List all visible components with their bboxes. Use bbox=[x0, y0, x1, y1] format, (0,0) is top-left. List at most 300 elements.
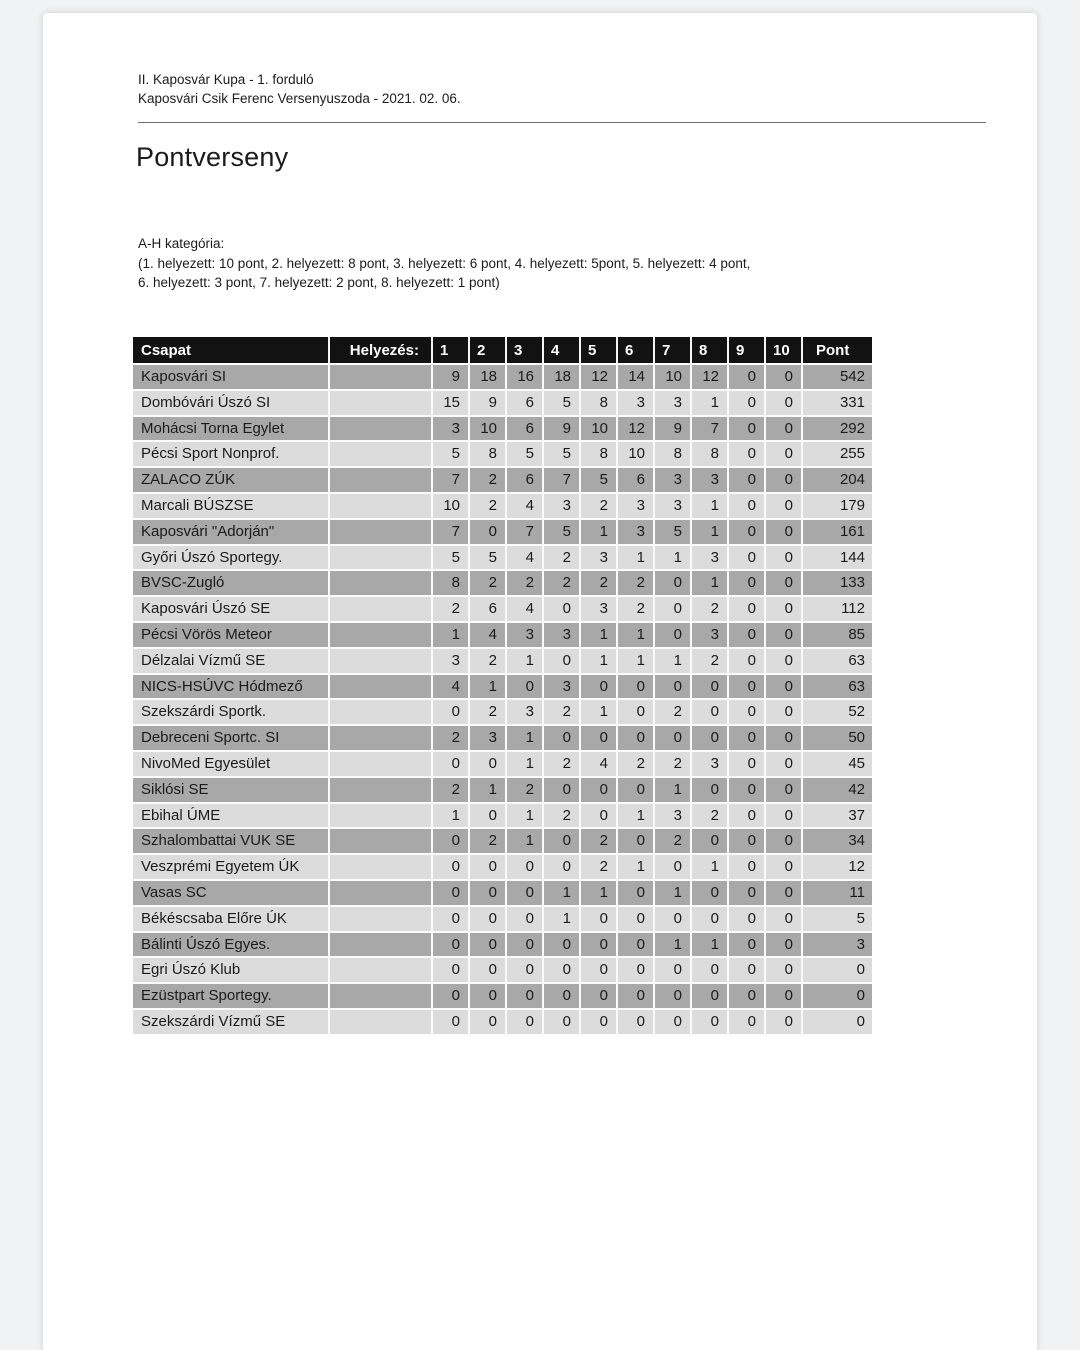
placement-count-cell: 0 bbox=[729, 829, 766, 855]
team-name-cell: Kaposvári Úszó SE bbox=[133, 597, 330, 623]
placement-count-cell: 0 bbox=[692, 1010, 729, 1036]
points-total-cell: 52 bbox=[803, 700, 872, 726]
team-name-cell: ZALACO ZÚK bbox=[133, 468, 330, 494]
placement-count-cell: 8 bbox=[692, 442, 729, 468]
placement-count-cell: 3 bbox=[692, 468, 729, 494]
placement-count-cell: 2 bbox=[507, 778, 544, 804]
team-name-cell: NICS-HSÚVC Hódmező bbox=[133, 675, 330, 701]
placement-count-cell: 5 bbox=[544, 442, 581, 468]
placement-count-cell: 9 bbox=[470, 391, 507, 417]
team-name-cell: Békéscsaba Előre ÚK bbox=[133, 907, 330, 933]
placement-count-cell: 2 bbox=[618, 752, 655, 778]
placement-count-cell: 0 bbox=[729, 597, 766, 623]
placement-count-cell: 0 bbox=[618, 700, 655, 726]
column-header-helyezes: Helyezés: bbox=[330, 337, 433, 365]
placement-count-cell: 2 bbox=[507, 571, 544, 597]
points-total-cell: 144 bbox=[803, 546, 872, 572]
points-total-cell: 50 bbox=[803, 726, 872, 752]
points-total-cell: 0 bbox=[803, 984, 872, 1010]
table-header-row bbox=[133, 337, 872, 365]
placement-count-cell: 2 bbox=[581, 829, 618, 855]
placement-count-cell: 0 bbox=[729, 700, 766, 726]
placement-count-cell: 1 bbox=[581, 881, 618, 907]
table-row bbox=[133, 726, 872, 752]
helyezes-cell bbox=[330, 365, 433, 391]
team-name-cell: BVSC-Zugló bbox=[133, 571, 330, 597]
points-total-cell: 542 bbox=[803, 365, 872, 391]
column-header-place-6: 6 bbox=[618, 337, 655, 365]
column-header-place-7: 7 bbox=[655, 337, 692, 365]
placement-count-cell: 1 bbox=[692, 520, 729, 546]
column-header-pont: Pont bbox=[803, 337, 872, 365]
placement-count-cell: 1 bbox=[655, 546, 692, 572]
placement-count-cell: 0 bbox=[729, 881, 766, 907]
placement-count-cell: 2 bbox=[470, 468, 507, 494]
column-header-place-2: 2 bbox=[470, 337, 507, 365]
placement-count-cell: 0 bbox=[507, 881, 544, 907]
placement-count-cell: 1 bbox=[692, 855, 729, 881]
placement-count-cell: 0 bbox=[729, 649, 766, 675]
points-total-cell: 34 bbox=[803, 829, 872, 855]
placement-count-cell: 0 bbox=[655, 907, 692, 933]
placement-count-cell: 16 bbox=[507, 365, 544, 391]
placement-count-cell: 0 bbox=[581, 675, 618, 701]
placement-count-cell: 0 bbox=[729, 804, 766, 830]
table-row bbox=[133, 907, 872, 933]
helyezes-cell bbox=[330, 907, 433, 933]
placement-count-cell: 0 bbox=[766, 700, 803, 726]
placement-count-cell: 0 bbox=[655, 984, 692, 1010]
placement-count-cell: 0 bbox=[766, 881, 803, 907]
table-row bbox=[133, 494, 872, 520]
placement-count-cell: 1 bbox=[507, 726, 544, 752]
scoring-rules-line1: (1. helyezett: 10 pont, 2. helyezett: 8 pont, 3. helyezett: 6 pont, 4. helyezett: 5pont, 5. helyezett: 4 pont, bbox=[138, 255, 751, 271]
placement-count-cell: 0 bbox=[544, 829, 581, 855]
placement-count-cell: 5 bbox=[544, 391, 581, 417]
table-row bbox=[133, 468, 872, 494]
column-header-place-4: 4 bbox=[544, 337, 581, 365]
placement-count-cell: 0 bbox=[766, 520, 803, 546]
helyezes-cell bbox=[330, 623, 433, 649]
placement-count-cell: 2 bbox=[470, 649, 507, 675]
placement-count-cell: 7 bbox=[692, 417, 729, 443]
placement-count-cell: 2 bbox=[581, 571, 618, 597]
placement-count-cell: 0 bbox=[581, 1010, 618, 1036]
placement-count-cell: 0 bbox=[729, 855, 766, 881]
placement-count-cell: 0 bbox=[655, 597, 692, 623]
team-name-cell: Ezüstpart Sportegy. bbox=[133, 984, 330, 1010]
placement-count-cell: 0 bbox=[507, 958, 544, 984]
placement-count-cell: 1 bbox=[655, 649, 692, 675]
placement-count-cell: 6 bbox=[507, 391, 544, 417]
table-row bbox=[133, 391, 872, 417]
points-total-cell: 112 bbox=[803, 597, 872, 623]
placement-count-cell: 0 bbox=[766, 494, 803, 520]
table-row bbox=[133, 778, 872, 804]
helyezes-cell bbox=[330, 520, 433, 546]
placement-count-cell: 10 bbox=[655, 365, 692, 391]
placement-count-cell: 0 bbox=[470, 520, 507, 546]
placement-count-cell: 0 bbox=[766, 1010, 803, 1036]
placement-count-cell: 1 bbox=[618, 804, 655, 830]
column-header-place-9: 9 bbox=[729, 337, 766, 365]
placement-count-cell: 1 bbox=[581, 649, 618, 675]
placement-count-cell: 0 bbox=[581, 907, 618, 933]
team-name-cell: Veszprémi Egyetem ÚK bbox=[133, 855, 330, 881]
placement-count-cell: 2 bbox=[581, 855, 618, 881]
placement-count-cell: 4 bbox=[507, 494, 544, 520]
placement-count-cell: 2 bbox=[433, 726, 470, 752]
helyezes-cell bbox=[330, 546, 433, 572]
table-row bbox=[133, 442, 872, 468]
placement-count-cell: 8 bbox=[655, 442, 692, 468]
placement-count-cell: 0 bbox=[766, 958, 803, 984]
placement-count-cell: 0 bbox=[766, 778, 803, 804]
placement-count-cell: 0 bbox=[729, 907, 766, 933]
placement-count-cell: 3 bbox=[655, 494, 692, 520]
placement-count-cell: 3 bbox=[470, 726, 507, 752]
placement-count-cell: 0 bbox=[766, 442, 803, 468]
placement-count-cell: 0 bbox=[618, 675, 655, 701]
placement-count-cell: 0 bbox=[766, 571, 803, 597]
placement-count-cell: 7 bbox=[544, 468, 581, 494]
column-header-place-10: 10 bbox=[766, 337, 803, 365]
team-name-cell: Kaposvári "Adorján" bbox=[133, 520, 330, 546]
placement-count-cell: 2 bbox=[544, 804, 581, 830]
placement-count-cell: 0 bbox=[692, 881, 729, 907]
placement-count-cell: 0 bbox=[655, 675, 692, 701]
team-name-cell: Szekszárdi Sportk. bbox=[133, 700, 330, 726]
placement-count-cell: 1 bbox=[692, 933, 729, 959]
helyezes-cell bbox=[330, 855, 433, 881]
placement-count-cell: 0 bbox=[729, 752, 766, 778]
table-row bbox=[133, 829, 872, 855]
placement-count-cell: 0 bbox=[618, 726, 655, 752]
placement-count-cell: 5 bbox=[655, 520, 692, 546]
placement-count-cell: 6 bbox=[470, 597, 507, 623]
placement-count-cell: 1 bbox=[618, 546, 655, 572]
placement-count-cell: 3 bbox=[433, 649, 470, 675]
points-table bbox=[133, 337, 872, 1036]
placement-count-cell: 0 bbox=[692, 675, 729, 701]
placement-count-cell: 3 bbox=[692, 752, 729, 778]
event-title-line: II. Kaposvár Kupa - 1. forduló bbox=[138, 72, 314, 87]
placement-count-cell: 0 bbox=[581, 933, 618, 959]
helyezes-cell bbox=[330, 597, 433, 623]
placement-count-cell: 4 bbox=[433, 675, 470, 701]
placement-count-cell: 0 bbox=[692, 726, 729, 752]
placement-count-cell: 10 bbox=[618, 442, 655, 468]
placement-count-cell: 8 bbox=[581, 442, 618, 468]
placement-count-cell: 2 bbox=[470, 571, 507, 597]
placement-count-cell: 2 bbox=[470, 829, 507, 855]
points-total-cell: 85 bbox=[803, 623, 872, 649]
placement-count-cell: 3 bbox=[544, 623, 581, 649]
placement-count-cell: 0 bbox=[433, 855, 470, 881]
placement-count-cell: 2 bbox=[433, 778, 470, 804]
placement-count-cell: 0 bbox=[766, 649, 803, 675]
placement-count-cell: 0 bbox=[581, 726, 618, 752]
column-header-place-8: 8 bbox=[692, 337, 729, 365]
points-table-container bbox=[133, 337, 872, 1036]
placement-count-cell: 0 bbox=[655, 726, 692, 752]
placement-count-cell: 0 bbox=[729, 1010, 766, 1036]
placement-count-cell: 5 bbox=[544, 520, 581, 546]
placement-count-cell: 0 bbox=[618, 881, 655, 907]
placement-count-cell: 0 bbox=[433, 700, 470, 726]
placement-count-cell: 3 bbox=[581, 597, 618, 623]
placement-count-cell: 0 bbox=[544, 649, 581, 675]
placement-count-cell: 2 bbox=[544, 700, 581, 726]
table-row bbox=[133, 984, 872, 1010]
placement-count-cell: 0 bbox=[692, 958, 729, 984]
points-total-cell: 255 bbox=[803, 442, 872, 468]
team-name-cell: Dombóvári Úszó SI bbox=[133, 391, 330, 417]
placement-count-cell: 7 bbox=[507, 520, 544, 546]
team-name-cell: Mohácsi Torna Egylet bbox=[133, 417, 330, 443]
scoring-legend bbox=[138, 234, 750, 293]
placement-count-cell: 0 bbox=[766, 365, 803, 391]
horizontal-rule bbox=[138, 122, 986, 123]
helyezes-cell bbox=[330, 571, 433, 597]
placement-count-cell: 3 bbox=[618, 494, 655, 520]
placement-count-cell: 3 bbox=[618, 520, 655, 546]
placement-count-cell: 0 bbox=[655, 1010, 692, 1036]
placement-count-cell: 8 bbox=[470, 442, 507, 468]
placement-count-cell: 10 bbox=[433, 494, 470, 520]
placement-count-cell: 0 bbox=[433, 1010, 470, 1036]
placement-count-cell: 2 bbox=[692, 649, 729, 675]
column-header-csapat: Csapat bbox=[133, 337, 330, 365]
placement-count-cell: 9 bbox=[433, 365, 470, 391]
placement-count-cell: 0 bbox=[544, 855, 581, 881]
placement-count-cell: 2 bbox=[655, 829, 692, 855]
team-name-cell: Győri Úszó Sportegy. bbox=[133, 546, 330, 572]
team-name-cell: Debreceni Sportc. SI bbox=[133, 726, 330, 752]
placement-count-cell: 0 bbox=[766, 675, 803, 701]
table-body bbox=[133, 365, 872, 1036]
placement-count-cell: 0 bbox=[507, 1010, 544, 1036]
team-name-cell: Vasas SC bbox=[133, 881, 330, 907]
helyezes-cell bbox=[330, 649, 433, 675]
placement-count-cell: 3 bbox=[507, 623, 544, 649]
table-row bbox=[133, 546, 872, 572]
table-row bbox=[133, 649, 872, 675]
placement-count-cell: 0 bbox=[766, 855, 803, 881]
placement-count-cell: 0 bbox=[729, 778, 766, 804]
placement-count-cell: 3 bbox=[433, 417, 470, 443]
team-name-cell: Kaposvári SI bbox=[133, 365, 330, 391]
placement-count-cell: 0 bbox=[729, 417, 766, 443]
placement-count-cell: 1 bbox=[507, 829, 544, 855]
placement-count-cell: 0 bbox=[433, 907, 470, 933]
placement-count-cell: 0 bbox=[766, 417, 803, 443]
placement-count-cell: 6 bbox=[507, 417, 544, 443]
placement-count-cell: 0 bbox=[729, 675, 766, 701]
table-row bbox=[133, 365, 872, 391]
placement-count-cell: 0 bbox=[766, 726, 803, 752]
placement-count-cell: 2 bbox=[655, 700, 692, 726]
points-total-cell: 292 bbox=[803, 417, 872, 443]
placement-count-cell: 12 bbox=[692, 365, 729, 391]
table-row bbox=[133, 700, 872, 726]
points-total-cell: 5 bbox=[803, 907, 872, 933]
placement-count-cell: 7 bbox=[433, 468, 470, 494]
team-name-cell: Szekszárdi Vízmű SE bbox=[133, 1010, 330, 1036]
placement-count-cell: 6 bbox=[507, 468, 544, 494]
placement-count-cell: 5 bbox=[507, 442, 544, 468]
placement-count-cell: 0 bbox=[766, 907, 803, 933]
placement-count-cell: 1 bbox=[433, 804, 470, 830]
placement-count-cell: 1 bbox=[470, 675, 507, 701]
placement-count-cell: 0 bbox=[692, 984, 729, 1010]
helyezes-cell bbox=[330, 700, 433, 726]
helyezes-cell bbox=[330, 726, 433, 752]
placement-count-cell: 18 bbox=[470, 365, 507, 391]
placement-count-cell: 3 bbox=[655, 468, 692, 494]
team-name-cell: Ebihal ÚME bbox=[133, 804, 330, 830]
placement-count-cell: 3 bbox=[618, 391, 655, 417]
placement-count-cell: 0 bbox=[507, 933, 544, 959]
table-row bbox=[133, 933, 872, 959]
team-name-cell: Marcali BÚSZSE bbox=[133, 494, 330, 520]
points-total-cell: 161 bbox=[803, 520, 872, 546]
team-name-cell: Pécsi Vörös Meteor bbox=[133, 623, 330, 649]
placement-count-cell: 1 bbox=[655, 933, 692, 959]
placement-count-cell: 1 bbox=[544, 907, 581, 933]
placement-count-cell: 1 bbox=[655, 881, 692, 907]
table-row bbox=[133, 520, 872, 546]
placement-count-cell: 2 bbox=[470, 700, 507, 726]
placement-count-cell: 7 bbox=[433, 520, 470, 546]
team-name-cell: Szhalombattai VUK SE bbox=[133, 829, 330, 855]
placement-count-cell: 5 bbox=[581, 468, 618, 494]
placement-count-cell: 4 bbox=[507, 546, 544, 572]
placement-count-cell: 0 bbox=[581, 804, 618, 830]
helyezes-cell bbox=[330, 391, 433, 417]
placement-count-cell: 0 bbox=[433, 881, 470, 907]
placement-count-cell: 8 bbox=[581, 391, 618, 417]
placement-count-cell: 0 bbox=[470, 752, 507, 778]
placement-count-cell: 0 bbox=[618, 778, 655, 804]
helyezes-cell bbox=[330, 442, 433, 468]
placement-count-cell: 0 bbox=[766, 468, 803, 494]
table-row bbox=[133, 881, 872, 907]
placement-count-cell: 0 bbox=[766, 597, 803, 623]
placement-count-cell: 0 bbox=[729, 365, 766, 391]
helyezes-cell bbox=[330, 675, 433, 701]
table-row bbox=[133, 571, 872, 597]
placement-count-cell: 2 bbox=[581, 494, 618, 520]
placement-count-cell: 0 bbox=[618, 907, 655, 933]
placement-count-cell: 0 bbox=[618, 1010, 655, 1036]
placement-count-cell: 14 bbox=[618, 365, 655, 391]
team-name-cell: NivoMed Egyesület bbox=[133, 752, 330, 778]
placement-count-cell: 0 bbox=[618, 958, 655, 984]
points-total-cell: 133 bbox=[803, 571, 872, 597]
placement-count-cell: 0 bbox=[729, 520, 766, 546]
placement-count-cell: 0 bbox=[433, 958, 470, 984]
page-title: Pontverseny bbox=[136, 142, 289, 172]
points-total-cell: 45 bbox=[803, 752, 872, 778]
placement-count-cell: 0 bbox=[544, 958, 581, 984]
placement-count-cell: 2 bbox=[544, 571, 581, 597]
placement-count-cell: 0 bbox=[766, 391, 803, 417]
placement-count-cell: 1 bbox=[581, 520, 618, 546]
team-name-cell: Siklósi SE bbox=[133, 778, 330, 804]
table-header bbox=[133, 337, 872, 365]
helyezes-cell bbox=[330, 778, 433, 804]
placement-count-cell: 0 bbox=[581, 984, 618, 1010]
placement-count-cell: 0 bbox=[766, 546, 803, 572]
points-total-cell: 37 bbox=[803, 804, 872, 830]
placement-count-cell: 1 bbox=[544, 881, 581, 907]
category-label: A-H kategória: bbox=[138, 236, 225, 251]
table-row bbox=[133, 597, 872, 623]
placement-count-cell: 0 bbox=[618, 933, 655, 959]
placement-count-cell: 0 bbox=[729, 571, 766, 597]
placement-count-cell: 0 bbox=[507, 675, 544, 701]
placement-count-cell: 0 bbox=[729, 468, 766, 494]
placement-count-cell: 4 bbox=[507, 597, 544, 623]
placement-count-cell: 0 bbox=[470, 907, 507, 933]
placement-count-cell: 0 bbox=[470, 984, 507, 1010]
placement-count-cell: 1 bbox=[581, 623, 618, 649]
helyezes-cell bbox=[330, 494, 433, 520]
placement-count-cell: 8 bbox=[433, 571, 470, 597]
placement-count-cell: 1 bbox=[507, 804, 544, 830]
placement-count-cell: 0 bbox=[729, 958, 766, 984]
placement-count-cell: 0 bbox=[544, 726, 581, 752]
placement-count-cell: 0 bbox=[581, 958, 618, 984]
placement-count-cell: 6 bbox=[618, 468, 655, 494]
placement-count-cell: 9 bbox=[655, 417, 692, 443]
placement-count-cell: 0 bbox=[433, 752, 470, 778]
placement-count-cell: 1 bbox=[692, 391, 729, 417]
helyezes-cell bbox=[330, 829, 433, 855]
placement-count-cell: 0 bbox=[729, 546, 766, 572]
placement-count-cell: 2 bbox=[470, 494, 507, 520]
placement-count-cell: 0 bbox=[470, 855, 507, 881]
placement-count-cell: 0 bbox=[766, 984, 803, 1010]
placement-count-cell: 2 bbox=[544, 546, 581, 572]
placement-count-cell: 2 bbox=[692, 597, 729, 623]
placement-count-cell: 2 bbox=[544, 752, 581, 778]
placement-count-cell: 0 bbox=[507, 907, 544, 933]
placement-count-cell: 0 bbox=[618, 984, 655, 1010]
helyezes-cell bbox=[330, 984, 433, 1010]
document-page bbox=[43, 13, 1037, 1350]
placement-count-cell: 0 bbox=[655, 958, 692, 984]
placement-count-cell: 0 bbox=[729, 726, 766, 752]
placement-count-cell: 0 bbox=[729, 494, 766, 520]
placement-count-cell: 1 bbox=[507, 752, 544, 778]
column-header-place-5: 5 bbox=[581, 337, 618, 365]
points-total-cell: 12 bbox=[803, 855, 872, 881]
table-row bbox=[133, 752, 872, 778]
placement-count-cell: 5 bbox=[433, 546, 470, 572]
placement-count-cell: 4 bbox=[581, 752, 618, 778]
points-total-cell: 11 bbox=[803, 881, 872, 907]
helyezes-cell bbox=[330, 752, 433, 778]
placement-count-cell: 0 bbox=[766, 804, 803, 830]
placement-count-cell: 0 bbox=[766, 829, 803, 855]
scoring-rules-line2: 6. helyezett: 3 pont, 7. helyezett: 2 pont, 8. helyezett: 1 pont) bbox=[138, 275, 500, 290]
placement-count-cell: 1 bbox=[581, 700, 618, 726]
placement-count-cell: 0 bbox=[729, 391, 766, 417]
placement-count-cell: 0 bbox=[655, 623, 692, 649]
placement-count-cell: 0 bbox=[692, 829, 729, 855]
